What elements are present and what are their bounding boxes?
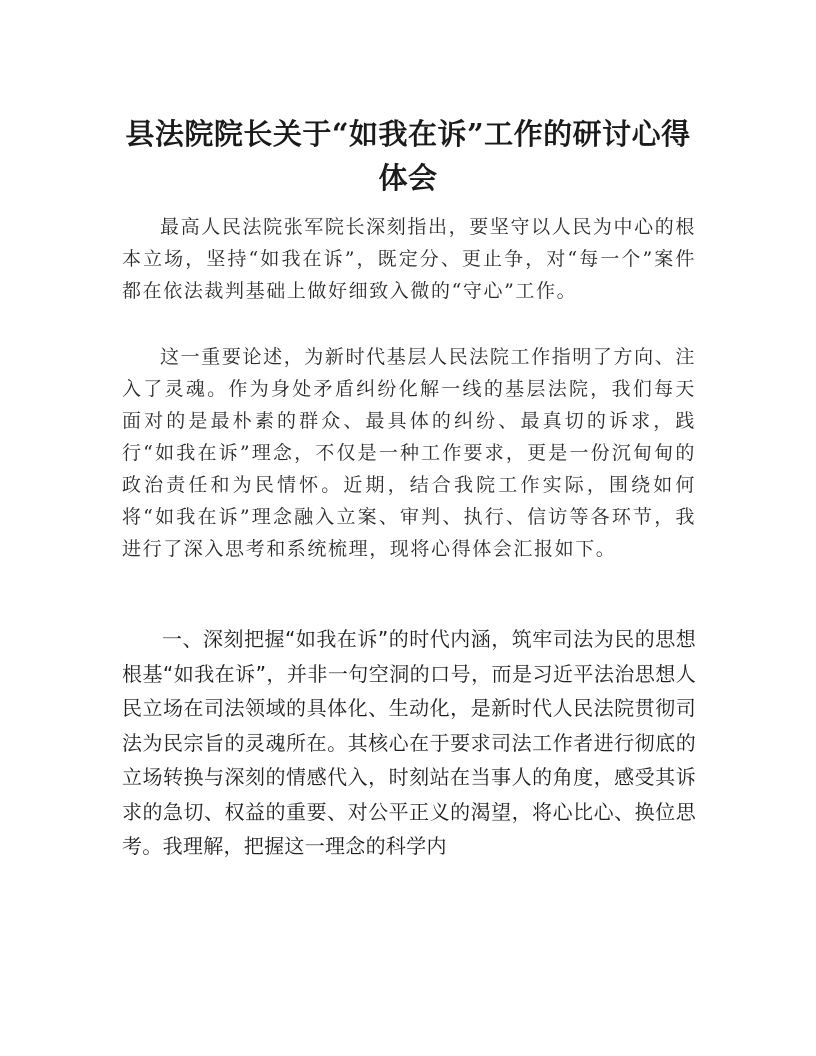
document-title: 县法院院长关于“如我在诉”工作的研讨心得体会	[125, 117, 691, 195]
paragraph-intro: 最高人民法院张军院长深刻指出，要坚守以人民为中心的根本立场，坚持“如我在诉”，既定分、更止争，对“每一个”案件都在依法裁判基础上做好细致入微的“守心”工作。	[122, 216, 696, 302]
paragraph-section-one: 一、深刻把握“如我在诉”的时代内涵，筑牢司法为民的思想根基“如我在诉”，并非一句空洞的口号，而是习近平法治思想人民立场在司法领域的具体化、生动化，是新时代人民法院贯彻司法为民宗旨的灵魂所在。其核心在于要求司法工作者进行彻底的立场转换与深刻的情感代入，时刻站在当事人的角度，感受其诉求的急切、权益的重要、对公平正义的渴望，将心比心、换位思考。我理解，把握这一理念的科学内	[122, 627, 696, 858]
paragraph-context: 这一重要论述，为新时代基层人民法院工作指明了方向、注入了灵魂。作为身处矛盾纠纷化解一线的基层法院，我们每天面对的是最朴素的群众、最具体的纠纷、最真切的诉求，践行“如我在诉”理念，不仅是一种工作要求，更是一份沉甸甸的政治责任和为民情怀。近期，结合我院工作实际，围绕如何将“如我在诉”理念融入立案、审判、执行、信访等各环节，我进行了深入思考和系统梳理，现将心得体会汇报如下。	[122, 346, 696, 560]
